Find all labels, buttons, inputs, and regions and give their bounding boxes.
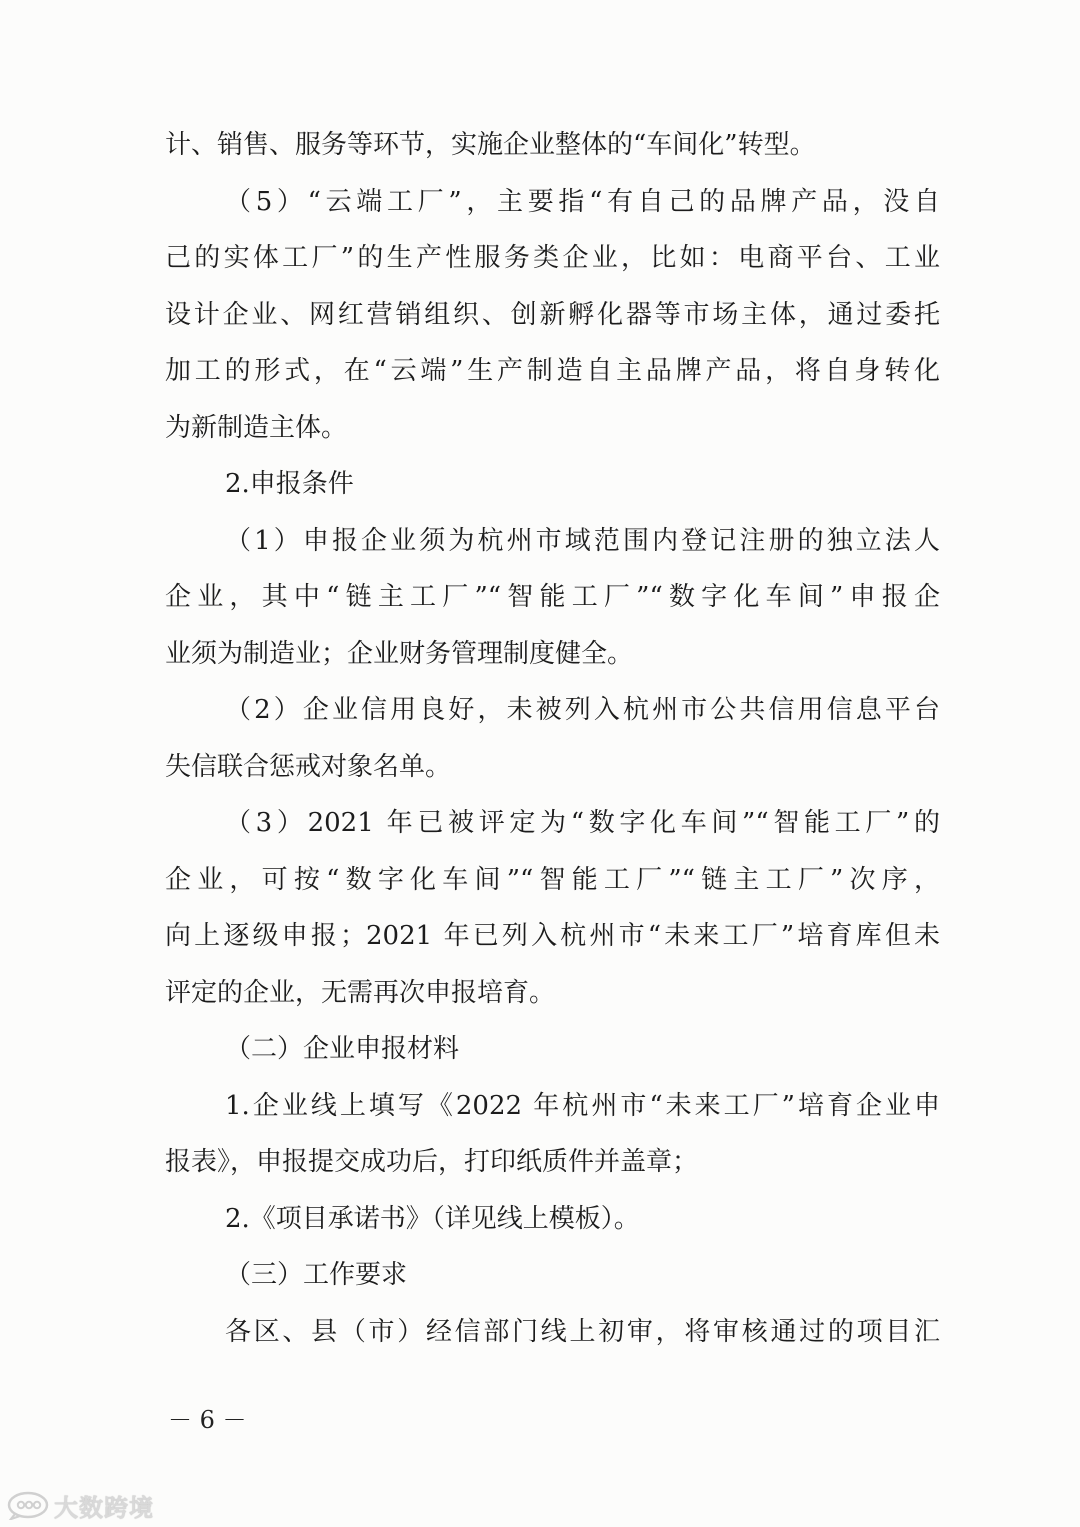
paragraph-line: 各区、县（市）经信部门线上初审，将审核通过的项目汇 (225, 1316, 940, 1347)
page-number: － 6 － (168, 1406, 247, 1434)
paragraph-line: 计、销售、服务等环节，实施企业整体的“车间化”转型。 (165, 130, 816, 160)
watermark-text: 大数跨境 (54, 1493, 154, 1522)
section-heading: 2.申报条件 (225, 469, 354, 499)
paragraph-line: 加工的形式，在“云端”生产制造自主品牌产品，将自身转化 (165, 356, 940, 386)
watermark (6, 1488, 154, 1522)
paragraph-line: 企业，可按“数字化车间”“智能工厂”“链主工厂”次序， (165, 864, 940, 895)
paragraph-line: （1）申报企业须为杭州市域范围内登记注册的独立法人 (225, 525, 940, 556)
section-heading: （三）工作要求 (225, 1260, 408, 1290)
paragraph-line: 1.企业线上填写《2022 年杭州市“未来工厂”培育企业申 (225, 1090, 940, 1121)
paragraph-line: 己的实体工厂”的生产性服务类企业，比如：电商平台、工业 (165, 243, 940, 273)
paragraph-line: 为新制造主体。 (165, 412, 348, 443)
paragraph-line: 2.《项目承诺书》（详见线上模板）。 (225, 1203, 640, 1234)
document-body (165, 117, 940, 1360)
paragraph-line: 评定的企业，无需再次申报培育。 (165, 977, 556, 1008)
paragraph-line: 企业，其中“链主工厂”“智能工厂”“数字化车间”申报企 (165, 582, 940, 612)
brand-logo-icon (6, 1490, 50, 1520)
paragraph-line: 业须为制造业；企业财务管理制度健全。 (165, 638, 634, 669)
paragraph-line: （2）企业信用良好，未被列入杭州市公共信用信息平台 (225, 695, 940, 725)
paragraph-line: （3）2021 年已被评定为“数字化车间”“智能工厂”的 (225, 808, 940, 838)
paragraph-line: 向上逐级申报；2021 年已列入杭州市“未来工厂”培育库但未 (165, 921, 940, 951)
paragraph-line: （5）“云端工厂”，主要指“有自己的品牌产品，没自 (225, 186, 940, 217)
paragraph-line: 报表》，申报提交成功后，打印纸质件并盖章； (165, 1147, 699, 1177)
paragraph-line: 失信联合惩戒对象名单。 (165, 751, 452, 782)
section-heading: （二）企业申报材料 (225, 1034, 460, 1064)
paragraph-line: 设计企业、网红营销组织、创新孵化器等市场主体，通过委托 (165, 299, 940, 330)
